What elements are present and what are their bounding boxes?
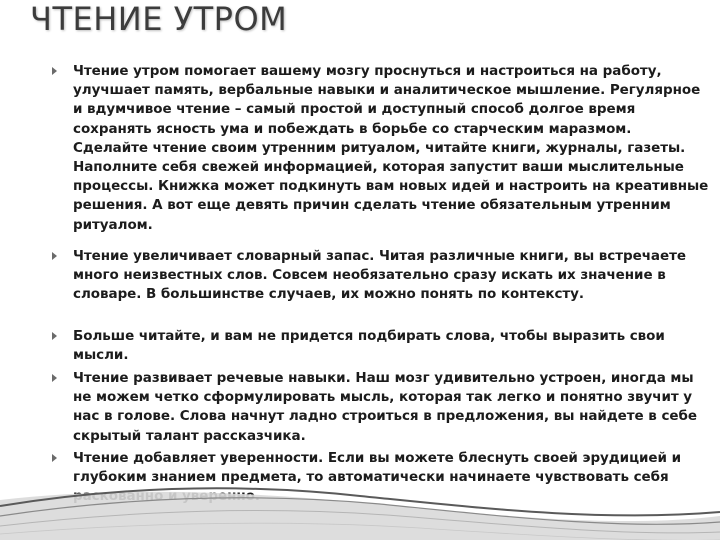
bullet-text: Чтение добавляет уверенности. Если вы можете блеснуть своей эрудицией и глубоким знанием предмета, то автоматически начинаете чувствовать себя xyxy=(73,450,682,486)
bullet-text: Чтение утром помогает вашему мозгу проснуться и настроиться на работу, улучшает память, вербальные навыки и аналитическое мышление. Регулярное и вдумчивое чтение – самый простой и доступный способ долгое время сохранять ясность ума и побеждать в борьбе со старческим маразмом. Сделайте чтение своим утренним ритуалом, читайте книги, журналы, газеты. Наполните себя свежей информацией, которая запустит ваши мыслительные процессы. Книжка может подкинуть вам новых идей и настроить на креативные решения. А вот еще девять причин сделать чтение обязательным утренним ритуалом. xyxy=(73,63,709,233)
list-item xyxy=(49,327,709,369)
bullet-list xyxy=(49,62,709,507)
list-item xyxy=(49,247,709,327)
triangle-bullet-icon xyxy=(52,454,57,462)
triangle-bullet-icon xyxy=(52,252,57,260)
bullet-text: Чтение развивает речевые навыки. Наш мозг удивительно устроен, иногда мы не можем четко сформулировать мысль, которая так легко и понятно звучит у нас в голове. Слова начнут ладно строиться в предложения, вы найдете в себе скрытый талант рассказчика. xyxy=(73,370,697,444)
list-item xyxy=(49,62,709,247)
bullet-text: Чтение увеличивает словарный запас. Читая различные книги, вы встречаете много неизвестных слов. Совсем необязательно сразу искать их значение в словаре. В большинстве случаев, их можно понять по контексту. xyxy=(73,248,686,303)
slide-title: ЧТЕНИЕ УТРОМ xyxy=(30,0,288,38)
triangle-bullet-icon xyxy=(52,374,57,382)
triangle-bullet-icon xyxy=(52,67,57,75)
bullet-text: Больше читайте, и вам не придется подбирать слова, чтобы выразить свои мысли. xyxy=(73,328,665,364)
bottom-wave-decoration xyxy=(0,486,720,540)
list-item xyxy=(49,369,709,449)
triangle-bullet-icon xyxy=(52,332,57,340)
